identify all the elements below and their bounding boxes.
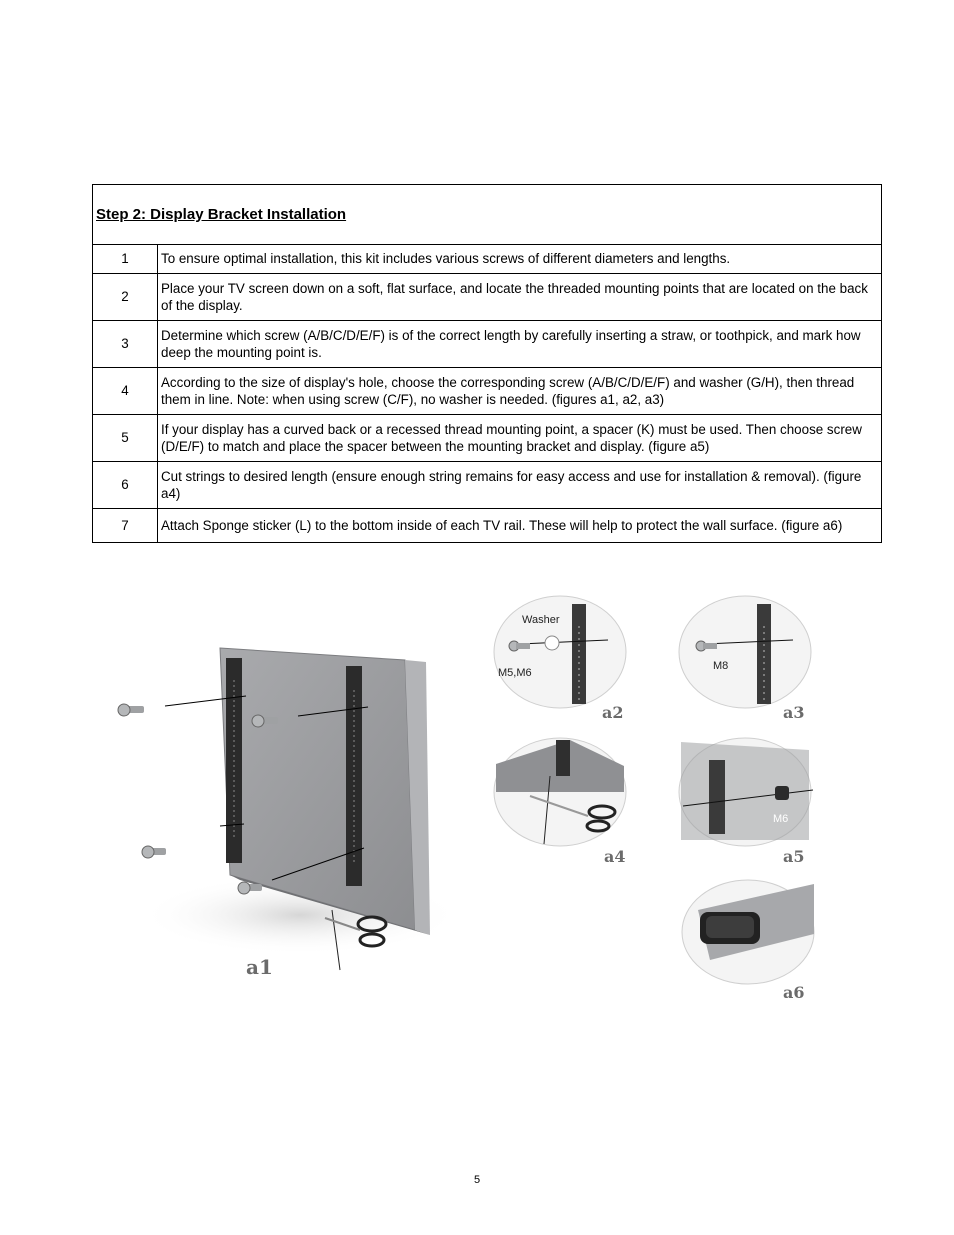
- figure-a4: [490, 736, 640, 870]
- step-row: [93, 274, 882, 321]
- step-text: According to the size of display's hole, choose the corresponding screw (A/B/C/D/E/F) and washer (G/H), then thread them in line. Note: when using screw (C/F), no washer is needed. (figures a1, a2, a3): [158, 368, 882, 415]
- section-title-cell: [93, 185, 882, 245]
- figure-a6: [680, 876, 825, 1006]
- screw-size-label: M5,M6: [498, 667, 532, 679]
- step-text: If your display has a curved back or a recessed thread mounting point, a spacer (K) must be used. Then choose screw (D/E/F) to match and place the spacer between the mounting bracket and display. (figure a5): [158, 415, 882, 462]
- step-row: [93, 415, 882, 462]
- step-text: Cut strings to desired length (ensure enough string remains for easy access and use for installation & removal). (figure a4): [158, 462, 882, 509]
- figure-a5: [675, 736, 825, 870]
- bracket-rail: [709, 760, 725, 834]
- washer-label: Washer: [522, 614, 560, 626]
- figure-a3: [675, 596, 825, 728]
- step-number: 3: [93, 321, 158, 368]
- screw-icon: [142, 846, 166, 858]
- figure-a2: [490, 596, 640, 728]
- step-number: 1: [93, 245, 158, 274]
- step-text: Attach Sponge sticker (L) to the bottom inside of each TV rail. These will help to protect the wall surface. (figure a6): [158, 509, 882, 543]
- step-number: 5: [93, 415, 158, 462]
- step-row: [93, 509, 882, 543]
- step-row: [93, 368, 882, 415]
- figure-label: a2: [602, 703, 624, 722]
- screw-size-label: M8: [713, 660, 729, 672]
- steps-table: [92, 184, 882, 543]
- step-row: [93, 462, 882, 509]
- step-number: 7: [93, 509, 158, 543]
- figure-label: a4: [604, 847, 626, 866]
- step-text: Place your TV screen down on a soft, flat surface, and locate the threaded mounting points that are located on the back of the display.: [158, 274, 882, 321]
- page-number: 5: [473, 1174, 481, 1186]
- figure-label: a1: [246, 955, 273, 979]
- bracket-rail: [556, 740, 570, 776]
- spacer-icon: [775, 786, 789, 800]
- figure-a1: [110, 640, 440, 985]
- bracket-rail: [757, 604, 771, 704]
- step-number: 4: [93, 368, 158, 415]
- step-text: Determine which screw (A/B/C/D/E/F) is of the correct length by carefully inserting a straw, or toothpick, and mark how deep the mounting point is.: [158, 321, 882, 368]
- step-text: To ensure optimal installation, this kit includes various screws of different diameters and lengths.: [158, 245, 882, 274]
- mounting-rail-left: [226, 658, 242, 863]
- step-number: 6: [93, 462, 158, 509]
- bracket-rail: [572, 604, 586, 704]
- steps-header-row: [93, 185, 882, 245]
- washer-icon: [545, 636, 559, 650]
- step-row: [93, 245, 882, 274]
- spacer-size-label: M6: [773, 813, 789, 825]
- figure-label: a6: [783, 983, 805, 1002]
- section-title: Step 2: Display Bracket Installation: [96, 205, 347, 223]
- figure-label: a3: [783, 703, 805, 722]
- step-number: 2: [93, 274, 158, 321]
- figure-label: a5: [783, 847, 805, 866]
- screw-icon: [118, 704, 144, 716]
- step-row: [93, 321, 882, 368]
